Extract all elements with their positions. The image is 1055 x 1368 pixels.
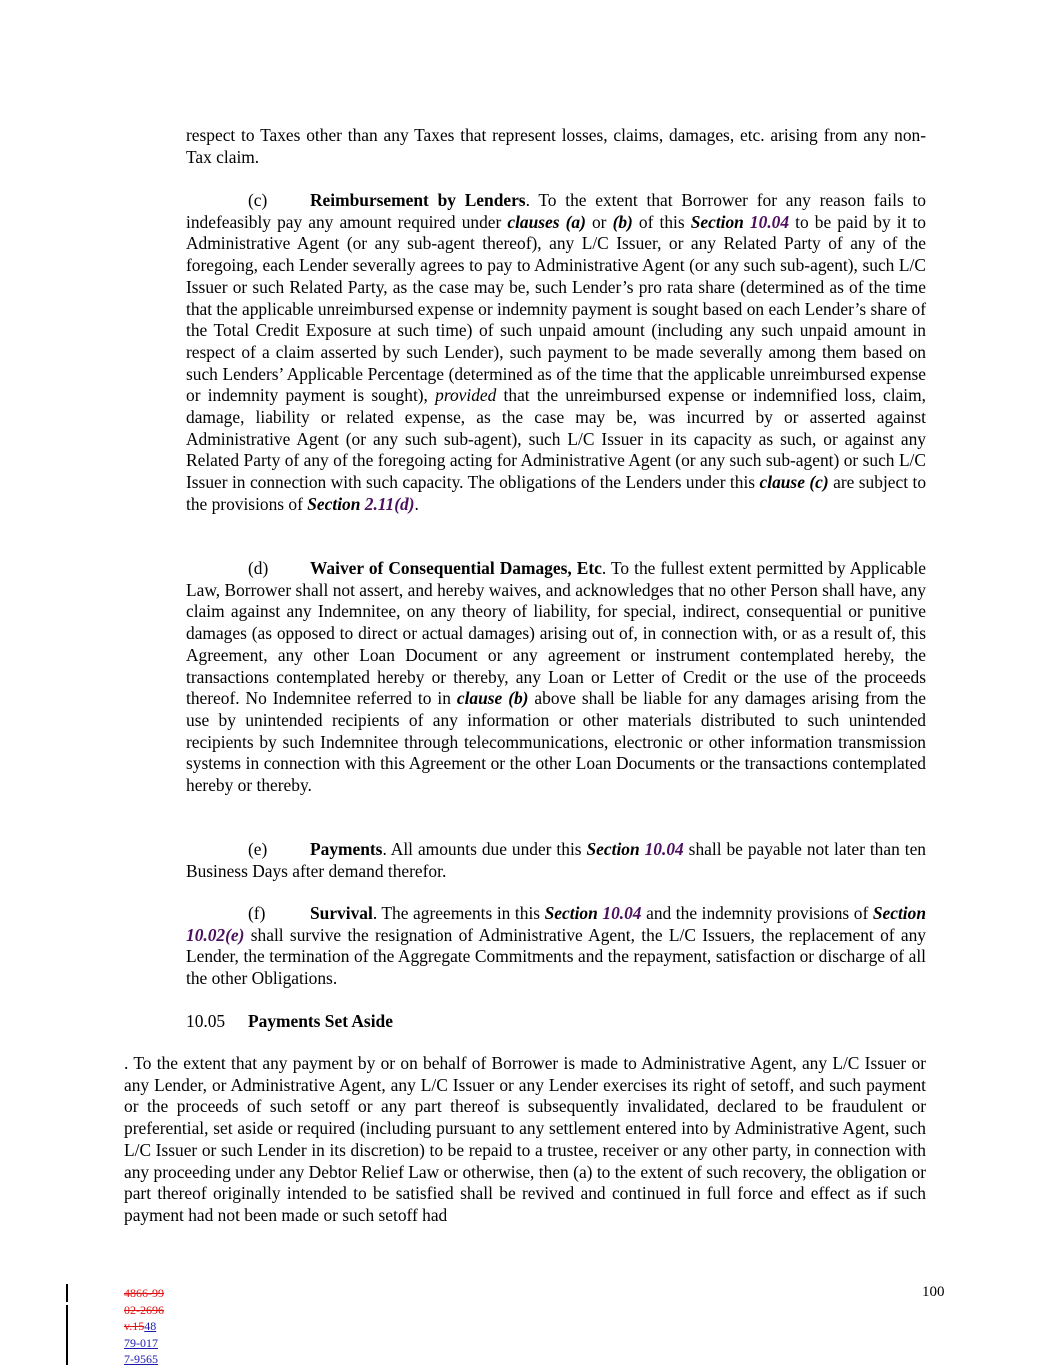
paragraph-taxes-continuation — [186, 125, 926, 168]
provided-term: provided — [435, 385, 497, 406]
section-number[interactable]: 10.04 — [749, 211, 790, 232]
paragraph-e-payments — [186, 839, 926, 882]
clause-reference: clause (c) — [759, 472, 829, 493]
text-run: . To the fullest extent permitted by Applicable Law, Borrower shall not assert, and hereby waives, and acknowledges that no other Person shall have, any claim against any Indemnitee, on any theory of liability, for special, indirect, consequential or punitive damages (as opposed to direct or actual damages) arising out of, in connection with, or as a result of, this Agreement, any other Loan Document or any agreement or instrument contemplated hereby, the transactions contemplated hereby or thereby, any Loan or Letter of Credit or the use of the proceeds thereof. No Indemnitee referred to in — [186, 558, 926, 709]
deleted-version: v.15 — [124, 1319, 145, 1333]
clause-label: (e) — [248, 839, 268, 859]
clause-reference: (b) — [612, 211, 633, 232]
section-heading-title: Payments Set Aside — [248, 1011, 393, 1031]
clause-reference: clauses (a) — [507, 211, 586, 232]
section-reference[interactable] — [307, 494, 414, 514]
text-run: . All amounts due under this — [382, 839, 587, 859]
clause-label: (c) — [248, 190, 268, 210]
text-run: shall survive the resignation of Administrative Agent, the L/C Issuers, the replacement of any Lender, the termination of the Aggregate Commitments and the repayment, satisfaction or discharge of all the other Obligations. — [186, 924, 926, 989]
clause-title: Reimbursement by Lenders — [310, 190, 526, 210]
text-run: to be paid by it to Administrative Agent (or any sub-agent thereof), any L/C Issuer, or any Related Party of any of the foregoing, each Lender severally agrees to pay to Administrative Agent (or any such sub-agent), such L/C Issuer or such Related Party, as the case may be, such Lender’s pro rata share (determined as of the time that the applicable unreimbursed expense or indemnity payment is sought based on each Lender’s share of the Total Credit Exposure at such time) of such unpaid amount (including any such unpaid amount in respect of a claim asserted by such Lender), such payment to be made severally among them based on such Lenders’ Applicable Percentage (determined as of the time that the applicable unreimbursed expense or indemnity payment is sought), — [186, 211, 927, 406]
clause-label: (d) — [248, 558, 269, 578]
section-word: Section — [690, 211, 750, 232]
paragraph-d-waiver — [186, 558, 926, 797]
text-run: . To the extent that Borrower for any reason fails to indefeasibly pay any amount required under — [186, 190, 927, 232]
text-run: of this — [632, 211, 691, 232]
section-word: Section — [586, 839, 645, 859]
change-bar — [66, 1284, 68, 1302]
section-word: Section — [307, 493, 365, 514]
section-word: Section — [544, 903, 603, 923]
text-run: and the indemnity provisions of — [641, 903, 873, 923]
text-run: . The agreements in this — [372, 903, 545, 923]
clause-label: (f) — [248, 903, 266, 923]
deleted-doc-id: 4866-99 — [124, 1286, 164, 1300]
text-run: above shall be liable for any damages arising from the use by unintended recipients of any information or other materials distributed to such unintended recipients by such Indemnitee through telecommunications, electronic or other information transmission systems in connection with this Agreement or the other Loan Documents or the transactions contemplated hereby or thereby. — [186, 688, 927, 796]
section-number[interactable]: 10.02(e) — [186, 924, 245, 945]
document-id-footer — [124, 1285, 164, 1368]
change-bar — [66, 1305, 68, 1365]
text-run: shall be payable not later than ten Business Days after demand therefor. — [186, 839, 926, 881]
section-number[interactable]: 10.04 — [644, 839, 684, 859]
paragraph-f-survival — [186, 903, 926, 990]
section-reference[interactable] — [691, 212, 789, 232]
inserted-doc-id: 7-9565 — [124, 1352, 158, 1366]
paragraph-text: respect to Taxes other than any Taxes that represent losses, claims, damages, etc. arising from any non-Tax claim. — [186, 125, 926, 167]
text-run: are subject to the provisions of — [186, 472, 927, 514]
paragraph-text: . To the extent that any payment by or on behalf of Borrower is made to Administrative Agent, any L/C Issuer or any Lender, or Administrative Agent, any L/C Issuer or any Lender exercises its right of setoff, and such payment or the proceeds of such setoff or any part thereof is subsequently invalidated, declared to be fraudulent or preferential, set aside or required (including pursuant to any settlement entered into by Administrative Agent, such L/C Issuer or such Lender in its discretion) to be repaid to a trustee, receiver or any other party, in connection with any proceeding under any Debtor Relief Law or otherwise, then (a) to the extent of such recovery, the obligation or part thereof originally intended to be satisfied shall be revived and continued in full force and effect as if such payment had not been made or such setoff had — [124, 1053, 926, 1225]
text-run: . — [414, 493, 419, 514]
section-reference[interactable] — [587, 839, 684, 859]
clause-title: Payments — [310, 839, 383, 859]
page-number: 100 — [922, 1284, 945, 1300]
clause-title: Survival — [310, 903, 373, 923]
section-heading-number: 10.05 — [186, 1011, 226, 1031]
section-reference[interactable] — [545, 903, 642, 923]
inserted-doc-id: 79-017 — [124, 1335, 158, 1350]
section-number[interactable]: 10.04 — [602, 903, 642, 923]
paragraph-payments-set-aside — [124, 1053, 926, 1227]
paragraph-c-reimbursement — [186, 190, 926, 516]
clause-title: Waiver of Consequential Damages, Etc — [310, 558, 602, 578]
clause-reference: clause (b) — [456, 688, 529, 709]
text-run: or — [585, 211, 613, 232]
section-heading-10-05 — [186, 1011, 393, 1032]
text-run: that the unreimbursed expense or indemnified loss, claim, damage, liability or related expense, as the case may be, was incurred by or asserted against Administrative Agent (or any such sub-agent), such L/C Issuer in its capacity as such, or against any Related Party of any of the foregoing acting for Administrative Agent (or any such sub-agent) or such L/C Issuer in connection with such capacity. The obligations of the Lenders under this — [186, 385, 926, 493]
section-word: Section — [872, 903, 926, 923]
deleted-doc-id: 02-2696 — [124, 1302, 164, 1317]
section-number[interactable]: 2.11(d) — [364, 493, 415, 514]
inserted-doc-id: 48 — [144, 1319, 157, 1333]
